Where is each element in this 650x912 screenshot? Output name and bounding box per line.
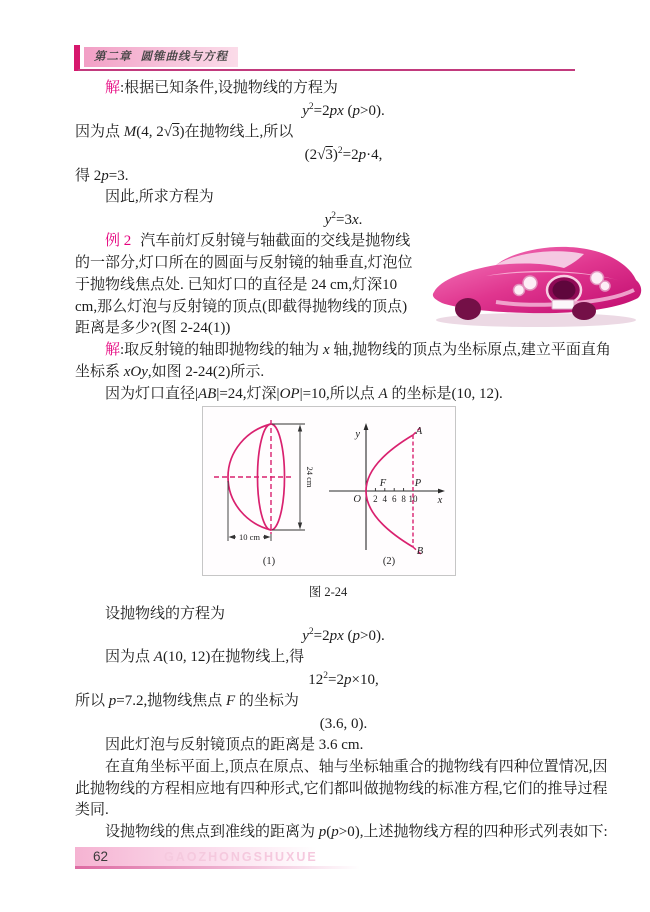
dim-arrow-down (298, 522, 302, 529)
origin-label: O (353, 493, 361, 505)
x-axis-arrow (438, 488, 445, 493)
example2-paragraph (75, 231, 422, 340)
figure-2-24 (202, 406, 456, 576)
dim-height-label: 24 cm (305, 466, 315, 488)
subfigure1-index: (1) (262, 555, 276, 567)
solution1-therefore: 因此,所求方程为 (105, 189, 214, 206)
solution2-coords: 因为灯口直径|AB|=24,灯深|OP|=10,所以点 A 的坐标是(10, 12). (105, 385, 503, 402)
solution2-conclusion: 因此灯泡与反射镜顶点的距离是 3.6 cm. (105, 736, 364, 753)
solution1-intro-text: :根据已知条件,设抛物线的方程为 (120, 80, 338, 96)
footer-bar (75, 847, 370, 866)
car-wheel-rear (455, 298, 481, 320)
example2-label: 例 2 (105, 233, 132, 250)
solution1-result-p: 得 2p=3. (75, 167, 129, 184)
solve-label-2: 解 (105, 342, 121, 359)
solution2-set-equation: 设抛物线的方程为 (105, 605, 226, 622)
x-axis-label: x (437, 494, 443, 506)
car-wheel-front (572, 302, 596, 320)
tick-4: 4 (382, 493, 388, 504)
point-a-label: A (415, 425, 423, 437)
car-headlight-left-outer (523, 276, 537, 290)
formula-substitute-2: $12^2=2p\times 10$, (308, 671, 379, 689)
focus-label: F (379, 477, 387, 489)
dim-depth-label: 10 cm (238, 531, 261, 542)
car-license-plate (552, 300, 574, 309)
solution2-because-a: 因为点 A(10, 12)在抛物线上,得 (105, 649, 305, 666)
formula-result-1: $y^2=3x$. (324, 211, 363, 229)
footer-rule (75, 866, 360, 869)
tick-10: 10 (408, 493, 418, 504)
tick-8: 8 (401, 493, 406, 504)
closing-para2: 设抛物线的焦点到准线的距离为 p(p>0),上述抛物线方程的四种形式列表如下: (105, 824, 608, 841)
point-b-label: B (416, 545, 424, 557)
figure-2-24-drawing (203, 407, 455, 575)
example2-block (75, 231, 612, 340)
dim-arrow-up (298, 424, 302, 431)
subfigure2-index: (2) (382, 555, 396, 567)
point-p-label: P (414, 477, 422, 489)
solution1-because-m: 因为点 M(4, 2√3)在抛物线上,所以 (75, 123, 294, 140)
car-photo (426, 228, 650, 330)
dim-arrow-right (264, 534, 271, 538)
closing-para1: 在直角坐标平面上,顶点在原点、轴与坐标轴重合的抛物线有四种位置情况,因此抛物线的方程相应地有四种形式,它们都叫做抛物线的标准方程,它们的推导过程类同. (75, 758, 608, 819)
footer-watermark: GAOZHONGSHUXUE (164, 850, 318, 864)
solution2-setup (75, 340, 612, 384)
reflector-diagram (214, 420, 315, 567)
car-headlight-right-inner (600, 281, 610, 291)
y-axis-arrow (364, 423, 369, 430)
chapter-header (84, 47, 238, 67)
solve-label: 解 (105, 80, 121, 96)
tick-6: 6 (391, 493, 397, 504)
chapter-accent-bar (74, 45, 80, 71)
formula-general-2: $y^2=2px$ (p>0). (302, 627, 385, 645)
solution2-so-focus: 所以 p=7.2,抛物线焦点 F 的坐标为 (75, 693, 299, 710)
chapter-number: 第二章 (94, 51, 132, 63)
car-grille-mesh (553, 281, 576, 300)
example2-text: 汽车前灯反射镜与轴截面的交线是抛物线的一部分,灯口所在的圆面与反射镜的轴垂直,灯泡位于抛物线焦点处. 已知灯口的直径是 24 cm,灯深10 cm,那么灯泡与反射镜的顶点(即截得抛物线的顶点)距离是多少?(图 2-24(1)) (75, 233, 413, 337)
page-content (75, 78, 612, 844)
figure-caption: 图 2-24 (308, 584, 348, 599)
solution2-setup-text: :取反射镜的轴即抛物线的轴为 x 轴,抛物线的顶点为坐标原点,建立平面直角坐标系 xOy,如图 2-24(2)所示. (75, 342, 611, 380)
coordinate-diagram (329, 423, 445, 567)
tick-2: 2 (373, 493, 378, 504)
solution1-intro (75, 78, 612, 100)
chapter-title: 圆锥曲线与方程 (140, 51, 228, 63)
chapter-rule (78, 69, 575, 71)
formula-focus: (3.6, 0). (319, 715, 368, 732)
dim-arrow-left (229, 534, 236, 538)
y-axis-label: y (355, 428, 360, 440)
formula-substitute-1: $(2√3)^2=2p\cdot 4$, (304, 145, 383, 163)
formula-general-1: $y^2=2px$ (p>0). (302, 101, 385, 119)
page-number: 62 (93, 849, 109, 864)
car-headlight-left-inner (514, 285, 525, 296)
